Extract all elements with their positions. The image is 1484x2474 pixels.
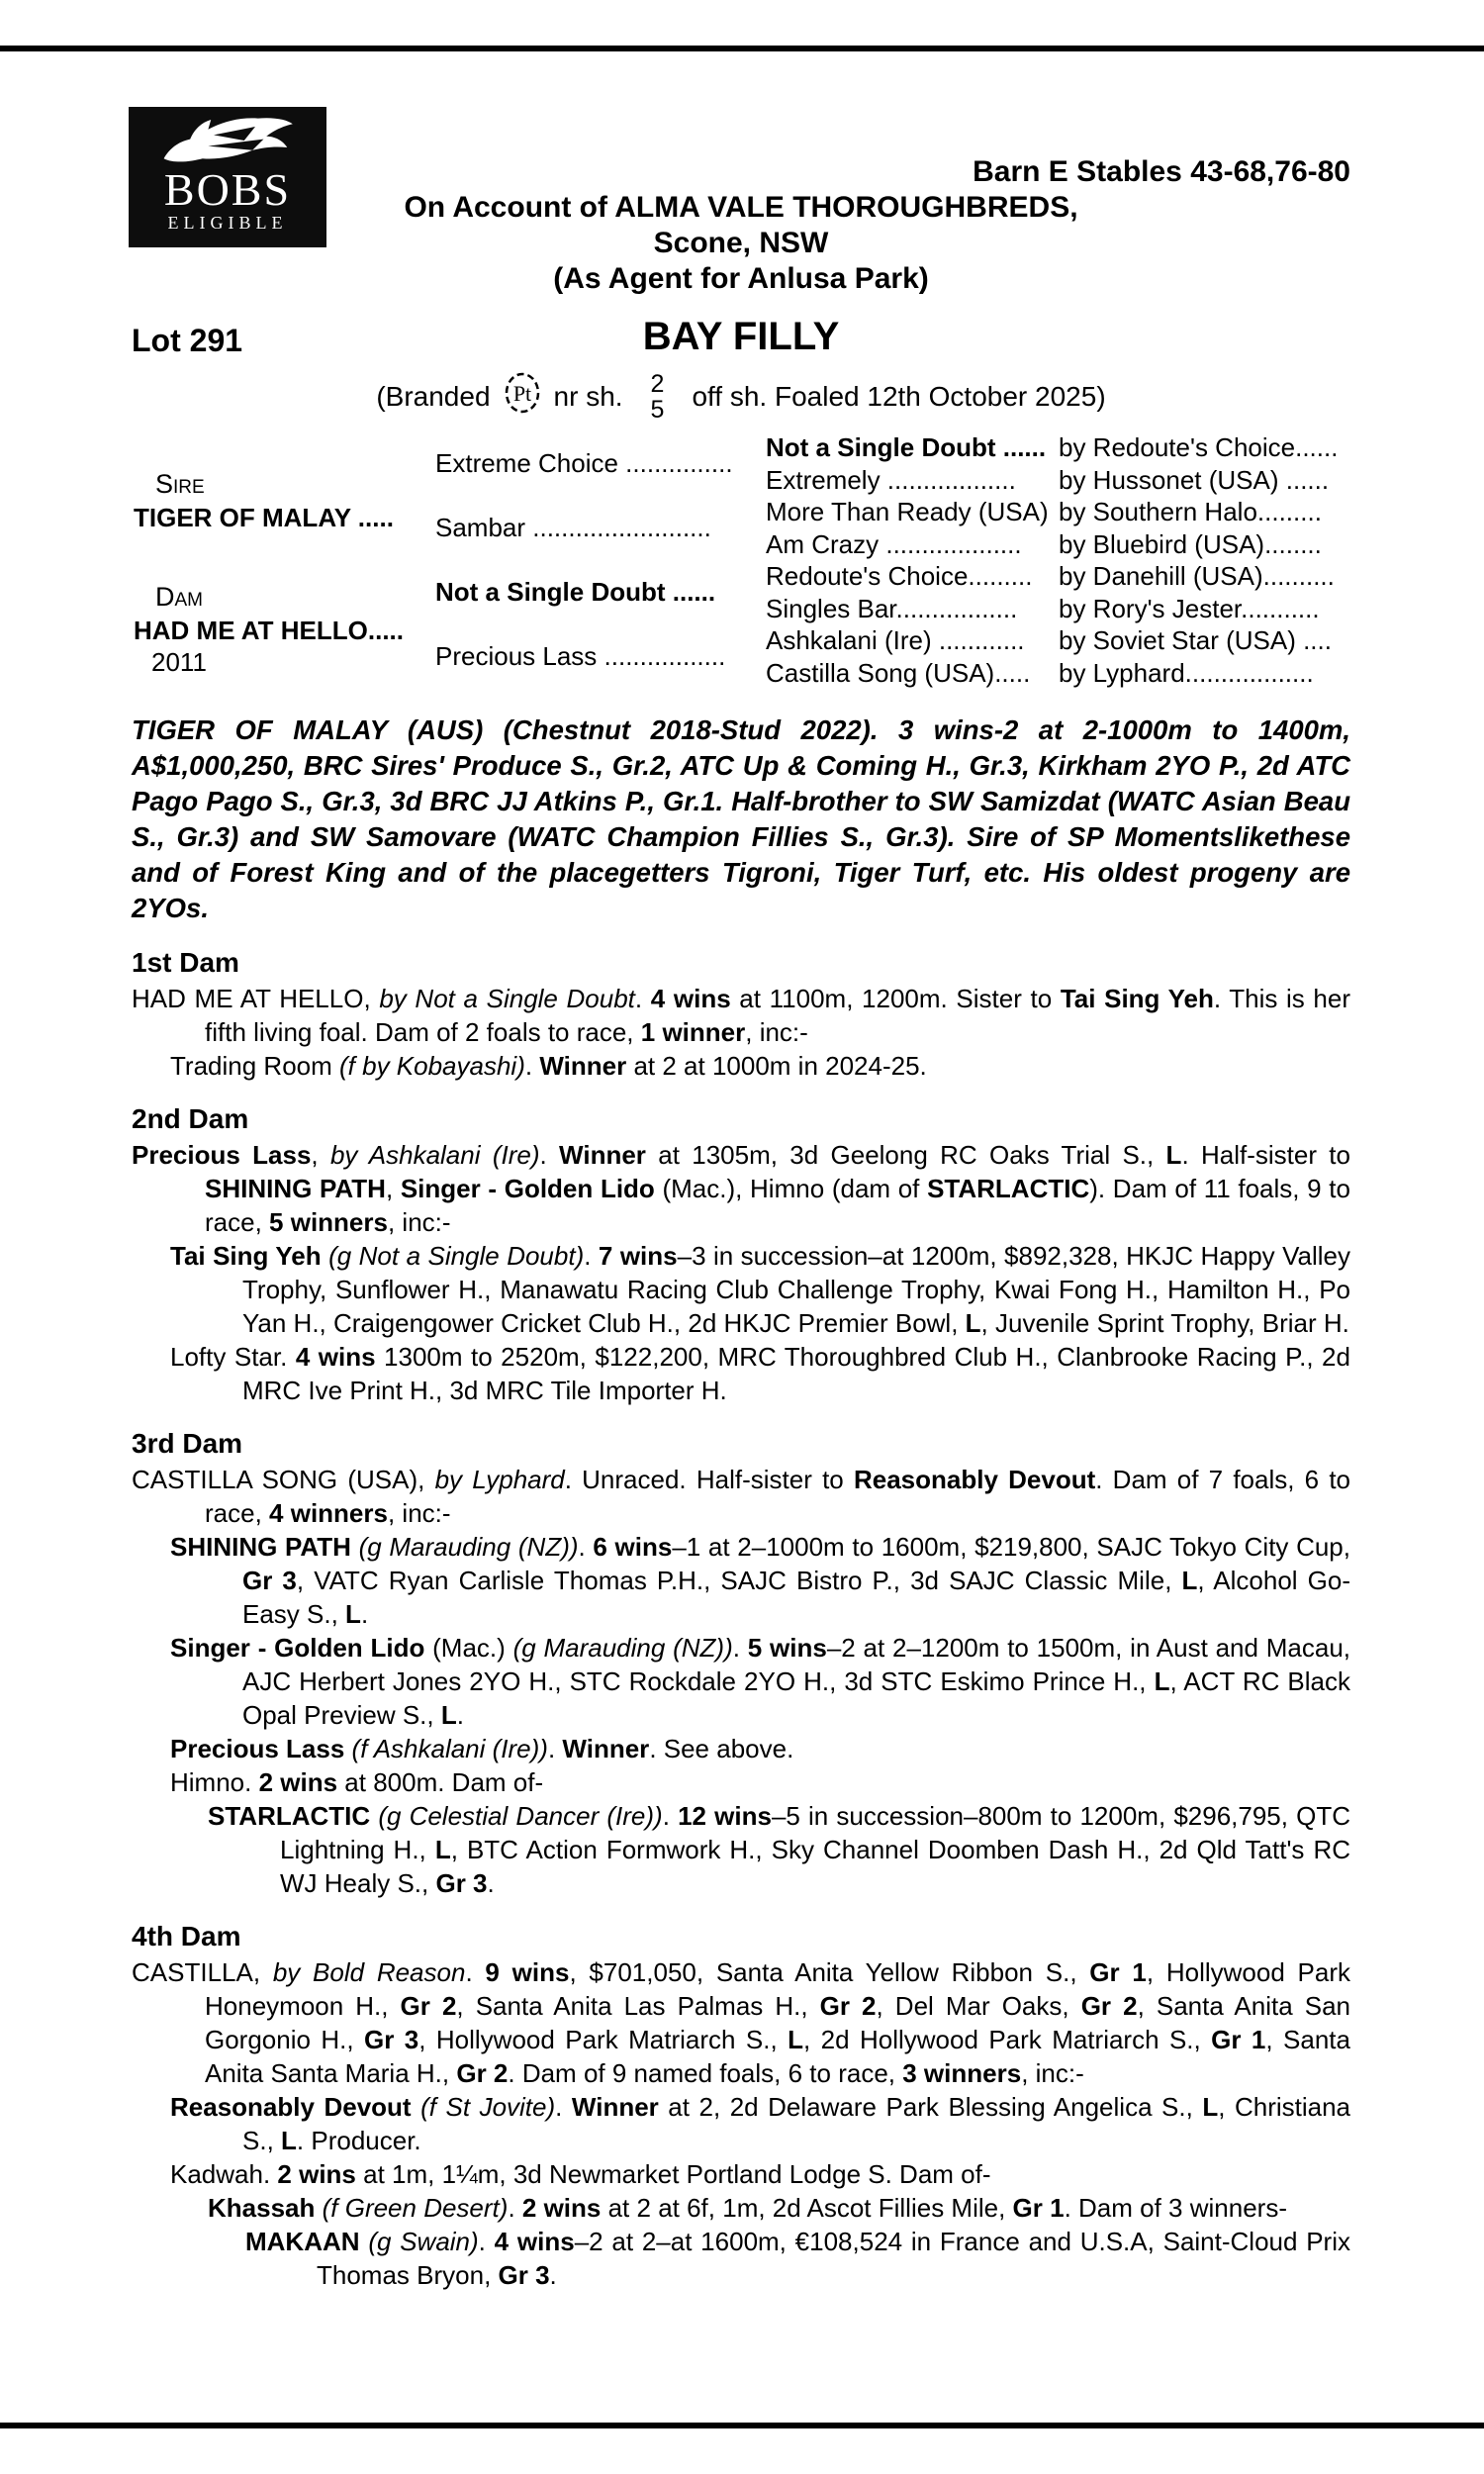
progeny-paragraph: MAKAAN (g Swain). 4 wins–2 at 2–at 1600m, €108,524 in France and U.S.A, Saint-Cloud Prix Thomas Bryon, Gr 3. [245, 2227, 1350, 2290]
gen3-entry: Castilla Song (USA)..... [766, 657, 1031, 688]
dam-label: Dam [155, 582, 203, 612]
dam-name: HAD ME AT HELLO..... [134, 616, 404, 645]
foaling-info: off sh. Foaled 12th October 2025) [692, 381, 1106, 412]
page-title: BAY FILLY [642, 315, 840, 358]
sire-label: Sire [155, 469, 205, 499]
section-heading: 1st Dam [132, 947, 239, 978]
section-1st-dam [132, 946, 1350, 1083]
section-4th-dam [132, 1920, 1350, 2292]
dam-year: 2011 [151, 647, 207, 677]
progeny-paragraph: Himno. 2 wins at 800m. Dam of- [170, 1767, 544, 1797]
gen4-entry: by Danehill (USA).......... [1059, 561, 1335, 591]
gen4-entry: by Redoute's Choice...... [1059, 432, 1339, 462]
gen3-entry: Singles Bar................. [766, 593, 1018, 623]
account-line: On Account of ALMA VALE THOROUGHBREDS, [404, 191, 1078, 224]
branding-line [132, 368, 1350, 426]
gen4-entry: by Soviet Star (USA) .... [1059, 625, 1332, 655]
logo-text-eligible: ELIGIBLE [167, 213, 288, 233]
progeny-paragraph: SHINING PATH (g Marauding (NZ)). 6 wins–1 at 2–1000m to 1600m, $219,800, SAJC Tokyo City Cup, Gr 3, VATC Ryan Carlisle Thomas P.H., SAJC Bistro P., 3d SAJC Classic Mile, L, Alcohol Go-Easy S., L. [170, 1532, 1350, 1629]
account-agent: (As Agent for Anlusa Park) [553, 262, 929, 295]
page-content [132, 0, 1350, 2292]
gen2-entry: Extreme Choice ............... [435, 448, 733, 478]
lot-number: Lot 291 [132, 323, 243, 358]
section-3rd-dam [132, 1427, 1350, 1900]
progeny-paragraph: STARLACTIC (g Celestial Dancer (Ire)). 12 wins–5 in succession–800m to 1200m, $296,795, QTC Lightning H., L, BTC Action Formwork H., Sky Channel Doomben Dash H., 2d Qld Tatt's RC WJ Healy S., Gr 3. [208, 1801, 1351, 1898]
dam-paragraph: HAD ME AT HELLO, by Not a Single Doubt. 4 wins at 1100m, 1200m. Sister to Tai Sing Yeh. This is her fifth living foal. Dam of 2 foals to race, 1 winner, inc:- [132, 984, 1350, 1047]
gen2-entry: Precious Lass ................. [435, 641, 726, 671]
section-heading: 2nd Dam [132, 1103, 249, 1134]
vendor-header [132, 154, 1350, 297]
branded-prefix: (Branded [376, 381, 491, 412]
pedigree-gen1-column [132, 431, 435, 689]
progeny-paragraph: Precious Lass (f Ashkalani (Ire)). Winner. See above. [170, 1734, 794, 1763]
svg-text:Pt: Pt [512, 381, 531, 406]
gen3-entry: Extremely .................. [766, 464, 1016, 495]
section-heading: 3rd Dam [132, 1428, 243, 1459]
progeny-paragraph: Reasonably Devout (f St Jovite). Winner at 2, 2d Delaware Park Blessing Angelica S., L, Christiana S., L. Producer. [170, 2092, 1351, 2155]
account-location: Scone, NSW [653, 227, 829, 259]
gen3-entry: Ashkalani (Ire) ............ [766, 625, 1025, 655]
gen2-entry: Not a Single Doubt ...... [435, 577, 716, 607]
gen3-entry: Am Crazy ................... [766, 528, 1022, 559]
barn-location: Barn E Stables 43-68,76-80 [973, 155, 1350, 188]
dam-paragraph: Precious Lass, by Ashkalani (Ire). Winner at 1305m, 3d Geelong RC Oaks Trial S., L. Half-sister to SHINING PATH, Singer - Golden Lido (Mac.), Himno (dam of STARLACTIC). Dam of 11 foals, 9 to race, 5 winners, inc:- [132, 1140, 1350, 1237]
gen4-entry: by Hussonet (USA) ...... [1059, 464, 1330, 495]
gen3-entry: More Than Ready (USA) [766, 497, 1049, 526]
bottom-rule [0, 2423, 1484, 2428]
sire-name: TIGER OF MALAY ..... [134, 503, 394, 532]
progeny-paragraph: Kadwah. 2 wins at 1m, 1¼m, 3d Newmarket Portland Lodge S. Dam of- [170, 2159, 991, 2189]
fraction-top: 2 [650, 370, 665, 398]
dam-paragraph: CASTILLA SONG (USA), by Lyphard. Unraced. Half-sister to Reasonably Devout. Dam of 7 foals, 6 to race, 4 winners, inc:- [132, 1465, 1351, 1528]
lot-title-row [132, 315, 1350, 360]
gen4-entry: by Lyphard.................. [1059, 657, 1314, 688]
dam-paragraph: CASTILLA, by Bold Reason. 9 wins, $701,050, Santa Anita Yellow Ribbon S., Gr 1, Hollywood Park Honeymoon H., Gr 2, Santa Anita Las Palmas H., Gr 2, Del Mar Oaks, Gr 2, Santa Anita San Gorgonio H., Gr 3, Hollywood Park Matriarch S., L, 2d Hollywood Park Matriarch S., Gr 1, Santa Anita Santa Maria H., Gr 2. Dam of 9 named foals, 6 to race, 3 winners, inc:- [132, 1957, 1351, 2088]
gen2-entry: Sambar ......................... [435, 513, 711, 542]
gen4-entry: by Bluebird (USA)........ [1059, 528, 1322, 559]
brand-number-fraction [651, 371, 665, 423]
gen4-entry: by Rory's Jester........... [1059, 593, 1320, 623]
gen3-entry: Redoute's Choice......... [766, 561, 1033, 591]
gen3-entry: Not a Single Doubt ...... [766, 432, 1047, 462]
progeny-paragraph: Khassah (f Green Desert). 2 wins at 2 at 6f, 1m, 2d Ascot Fillies Mile, Gr 1. Dam of 3 winners- [208, 2193, 1287, 2223]
progeny-paragraph: Tai Sing Yeh (g Not a Single Doubt). 7 wins–3 in succession–at 1200m, $892,328, HKJC Happy Valley Trophy, Sunflower H., Manawatu Racing Club Challenge Trophy, Kwai Fong H., Hamilton H., Po Yan H., Craigengower Cricket Club H., 2d HKJC Premier Bowl, L, Juvenile Sprint Trophy, Briar H. [170, 1241, 1350, 1338]
brand-mark-icon [503, 370, 542, 416]
section-2nd-dam [132, 1102, 1350, 1407]
sire-summary: TIGER OF MALAY (AUS) (Chestnut 2018-Stud 2022). 3 wins-2 at 2-1000m to 1400m, A$1,000,250, BRC Sires' Produce S., Gr.2, ATC Up & Coming H., Gr.3, Kirkham 2YO P., 2d ATC Pago Pago S., Gr.3, 3d BRC JJ Atkins P., Gr.1. Half-brother to SW Samizdat (WATC Asian Beau S., Gr.3) and SW Samovare (WATC Champion Fillies S., Gr.3). Sire of SP Momentslikethese and of Forest King and of the placegetters Tigroni, Tiger Turf, etc. His oldest progeny are 2YOs. [132, 714, 1350, 923]
fraction-bottom: 5 [650, 396, 665, 424]
near-side-label: nr sh. [553, 381, 623, 412]
progeny-paragraph: Lofty Star. 4 wins 1300m to 2520m, $122,200, MRC Thoroughbred Club H., Clanbrooke Racing P., 2d MRC Ive Print H., 3d MRC Tile Importer H. [170, 1342, 1350, 1405]
pedigree-table [132, 431, 1350, 689]
progeny-paragraph: Trading Room (f by Kobayashi). Winner at 2 at 1000m in 2024-25. [170, 1051, 927, 1081]
gen4-entry: by Southern Halo......... [1059, 497, 1322, 526]
progeny-paragraph: Singer - Golden Lido (Mac.) (g Marauding (NZ)). 5 wins–2 at 2–1200m to 1500m, in Aust and Macau, AJC Herbert Jones 2YO H., STC Rockdale 2YO H., 3d STC Eskimo Prince H., L, ACT RC Black Opal Preview S., L. [170, 1633, 1351, 1730]
logo-text-bobs: BOBS [163, 164, 292, 215]
section-heading: 4th Dam [132, 1921, 241, 1951]
